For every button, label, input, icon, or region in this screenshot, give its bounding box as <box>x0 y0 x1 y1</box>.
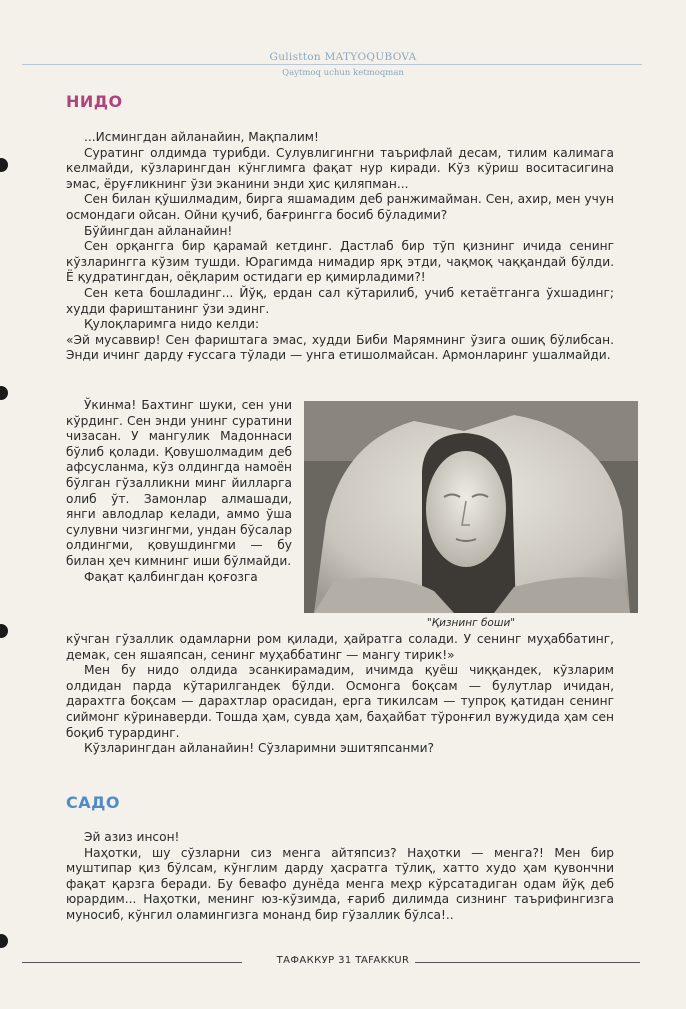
nido-text-top <box>66 130 614 364</box>
header-rule <box>22 64 642 65</box>
binder-hole <box>0 386 8 400</box>
paragraph: кўчган гўзаллик одамларни ром қилади, ҳайратга солади. У сенинг муҳаббатинг, демак, сен яшаяпсан, сенинг муҳаббатинг — мангу тирик!» <box>66 632 614 662</box>
paragraph: Ўкинма! Бахтинг шуки, сен уни кўрдинг. Сен энди унинг суратини чизасан. У мангулик Мадоннаси бўлиб қолади. Қовушолмадим деб афсусланма, кўз олдингда намоён бўлган гўзалликни минг йилларга олиб ўт. Замонлар алмашади, янги авлодлар келади, аммо ўша сулувни чизгингми, ундан бўсалар олдингми, қовушдингми — бу билан ҳеч кимнинг иши бўлмайди. <box>66 398 292 568</box>
paragraph: Наҳотки, шу сўзларни сиз менга айтяпсиз? Наҳотки — менга?! Мен бир муштипар қиз бўлсам, кўнглим дарду ҳасратга тўлиқ, хатто худо ҳам қувончни фақат қарзга беради. Бу бевафо дунёда менга меҳр кўрсатадиган одам йўқ деб юрардим... Наҳотки, менинг юз-кўзимда, ғариб дилимда сизнинг таърифингизга муносиб, кўнгил оламингизга монанд бир гўзаллик бўлса!.. <box>66 845 614 922</box>
nido-text-wrap <box>66 398 292 585</box>
binder-hole <box>0 934 8 948</box>
section-title-nido: НИДО <box>66 92 123 111</box>
paragraph: «Эй мусаввир! Сен фариштага эмас, худди Биби Марямнинг ўзига ошиқ бўлибсан. Энди ичинг дарду ғуссага тўлади — унга етишолмайсан. Армонларинг ушалмайди. <box>66 332 614 363</box>
section-title-sado: САДО <box>66 793 120 812</box>
sado-text <box>66 830 614 924</box>
paragraph: Мен бу нидо олдида эсанкирамадим, ичимда қуёш чиққандек, кўзларим олдидан парда кўтарилгандек бўлди. Осмонга боқсам — булутлар ичидан, дарахтга боқсам — дарахтлар орасидан, ерга тикилсам — тупроқ қатидан сенинг сиймонг кўринаверди. Тошда ҳам, сувда ҳам, баҳайбат тўронғил вужудида ҳам сен боқиб турардинг. <box>66 663 614 740</box>
paragraph: Эй азиз инсон! <box>84 830 180 844</box>
paragraph: ...Исмингдан айланайин, Мақпалим! <box>84 130 319 144</box>
article-subtitle: Qaytmoq uchun ketmoqman <box>282 68 404 78</box>
paragraph: Сен орқангга бир қарамай кетдинг. Дастлаб бир тўп қизнинг ичида сенинг кўзларингга кўзим тушди. Юрагимда нимадир ярқ этди, чақмоқ чаққандай бўлди. Ё қудратингдан, оёқларим остидаги ер қимирладими?! <box>66 239 614 285</box>
paragraph: Сен билан қўшилмадим, бирга яшамадим деб ранжимайман. Сен, ахир, мен учун осмондаги ойсан. Ойни қучиб, бағрингга босиб бўладими? <box>66 192 614 222</box>
author-name: Gulistton MATYOQUBOVA <box>269 51 417 63</box>
sculpture-illustration <box>304 401 638 613</box>
paragraph: Фақат қалбингдан қоғозга <box>84 569 258 584</box>
paragraph: Кўзларингдан айланайин! Сўзларимни эшитяпсанми? <box>84 741 434 756</box>
paragraph: Бўйингдан айланайин! <box>84 223 233 238</box>
binder-hole <box>0 158 8 172</box>
sculpture-photo <box>304 401 638 613</box>
binder-hole <box>0 624 8 638</box>
page-footer <box>0 955 686 966</box>
paragraph: Сен кета бошладинг... Йўқ, ердан сал кўтарилиб, учиб кетаётганга ўхшадинг; худди фариштанинг ўзи эдинг. <box>66 285 614 316</box>
paragraph: Қулоқларимга нидо келди: <box>84 317 260 332</box>
photo-caption: "Қизнинг боши" <box>426 617 516 629</box>
nido-text-bottom <box>66 632 614 757</box>
paragraph: Суратинг олдимда турибди. Сулувлигингни таърифлай десам, тилим калимага келмайди, кўзларингдан кўнглимга фақат нур киради. Кўз кўриш воситасигина эмас, ёруғликнинг ўзи эканини энди ҳис қиляпман... <box>66 145 614 191</box>
footer-label: ТАФАККУР 31 TAFAKKUR <box>271 955 416 966</box>
